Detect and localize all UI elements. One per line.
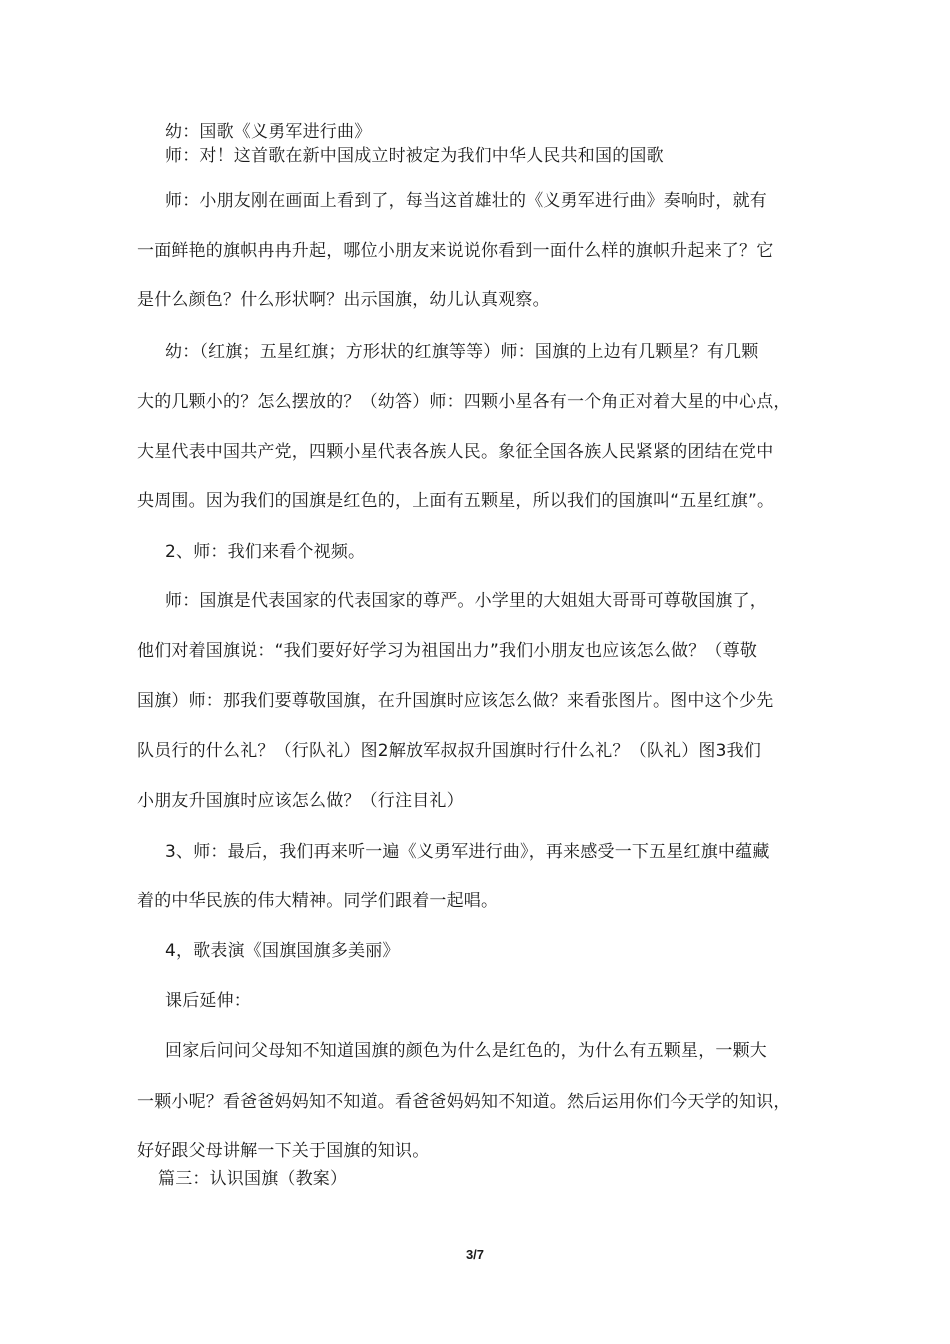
text-line: 师：小朋友刚在画面上看到了，每当这首雄壮的《义勇军进行曲》奏响时，就有 bbox=[165, 191, 767, 211]
text-line: 小朋友升国旗时应该怎么做？（行注目礼） bbox=[137, 791, 464, 811]
text-line: 着的中华民族的伟大精神。同学们跟着一起唱。 bbox=[137, 891, 499, 911]
text-line: 幼：（红旗；五星红旗；方形状的红旗等等）师：国旗的上边有几颗星？有几颗 bbox=[165, 342, 759, 362]
text-line: 3、师：最后，我们再来听一遍《义勇军进行曲》，再来感受一下五星红旗中蕴藏 bbox=[165, 842, 770, 862]
text-line: 是什么颜色？什么形状啊？出示国旗，幼儿认真观察。 bbox=[137, 290, 550, 310]
text-line: 大星代表中国共产党，四颗小星代表各族人民。象征全国各族人民紧紧的团结在党中 bbox=[137, 442, 774, 462]
text-line: 一面鲜艳的旗帜冉冉升起，哪位小朋友来说说你看到一面什么样的旗帜升起来了？它 bbox=[137, 241, 774, 261]
page-number: 3/7 bbox=[465, 1247, 485, 1262]
text-line: 4，歌表演《国旗国旗多美丽》 bbox=[165, 941, 400, 961]
text-line: 好好跟父母讲解一下关于国旗的知识。 bbox=[137, 1141, 430, 1161]
text-line: 一颗小呢？看爸爸妈妈知不知道。看爸爸妈妈知不知道。然后运用你们今天学的知识， bbox=[137, 1092, 791, 1112]
text-line: 师：对！这首歌在新中国成立时被定为我们中华人民共和国的国歌 bbox=[165, 146, 664, 166]
text-line: 央周围。因为我们的国旗是红色的，上面有五颗星，所以我们的国旗叫“五星红旗”。 bbox=[137, 491, 775, 511]
text-line: 他们对着国旗说：“我们要好好学习为祖国出力”我们小朋友也应该怎么做？（尊敬 bbox=[137, 641, 758, 661]
section-heading: 篇三：认识国旗（教案） bbox=[158, 1169, 348, 1189]
text-line: 队员行的什么礼？（行队礼）图2解放军叔叔升国旗时行什么礼？（队礼）图3我们 bbox=[137, 741, 762, 761]
text-line: 大的几颗小的？怎么摆放的？（幼答）师：四颗小星各有一个角正对着大星的中心点， bbox=[137, 392, 791, 412]
text-line: 国旗）师：那我们要尊敬国旗，在升国旗时应该怎么做？来看张图片。图中这个少先 bbox=[137, 691, 774, 711]
text-line: 回家后问问父母知不知道国旗的颜色为什么是红色的，为什么有五颗星，一颗大 bbox=[165, 1041, 767, 1061]
text-line: 师：国旗是代表国家的代表国家的尊严。小学里的大姐姐大哥哥可尊敬国旗了， bbox=[165, 591, 767, 611]
text-line: 2、师：我们来看个视频。 bbox=[165, 542, 366, 562]
text-line: 幼：国歌《义勇军进行曲》 bbox=[165, 122, 372, 142]
text-line: 课后延伸： bbox=[165, 991, 251, 1011]
